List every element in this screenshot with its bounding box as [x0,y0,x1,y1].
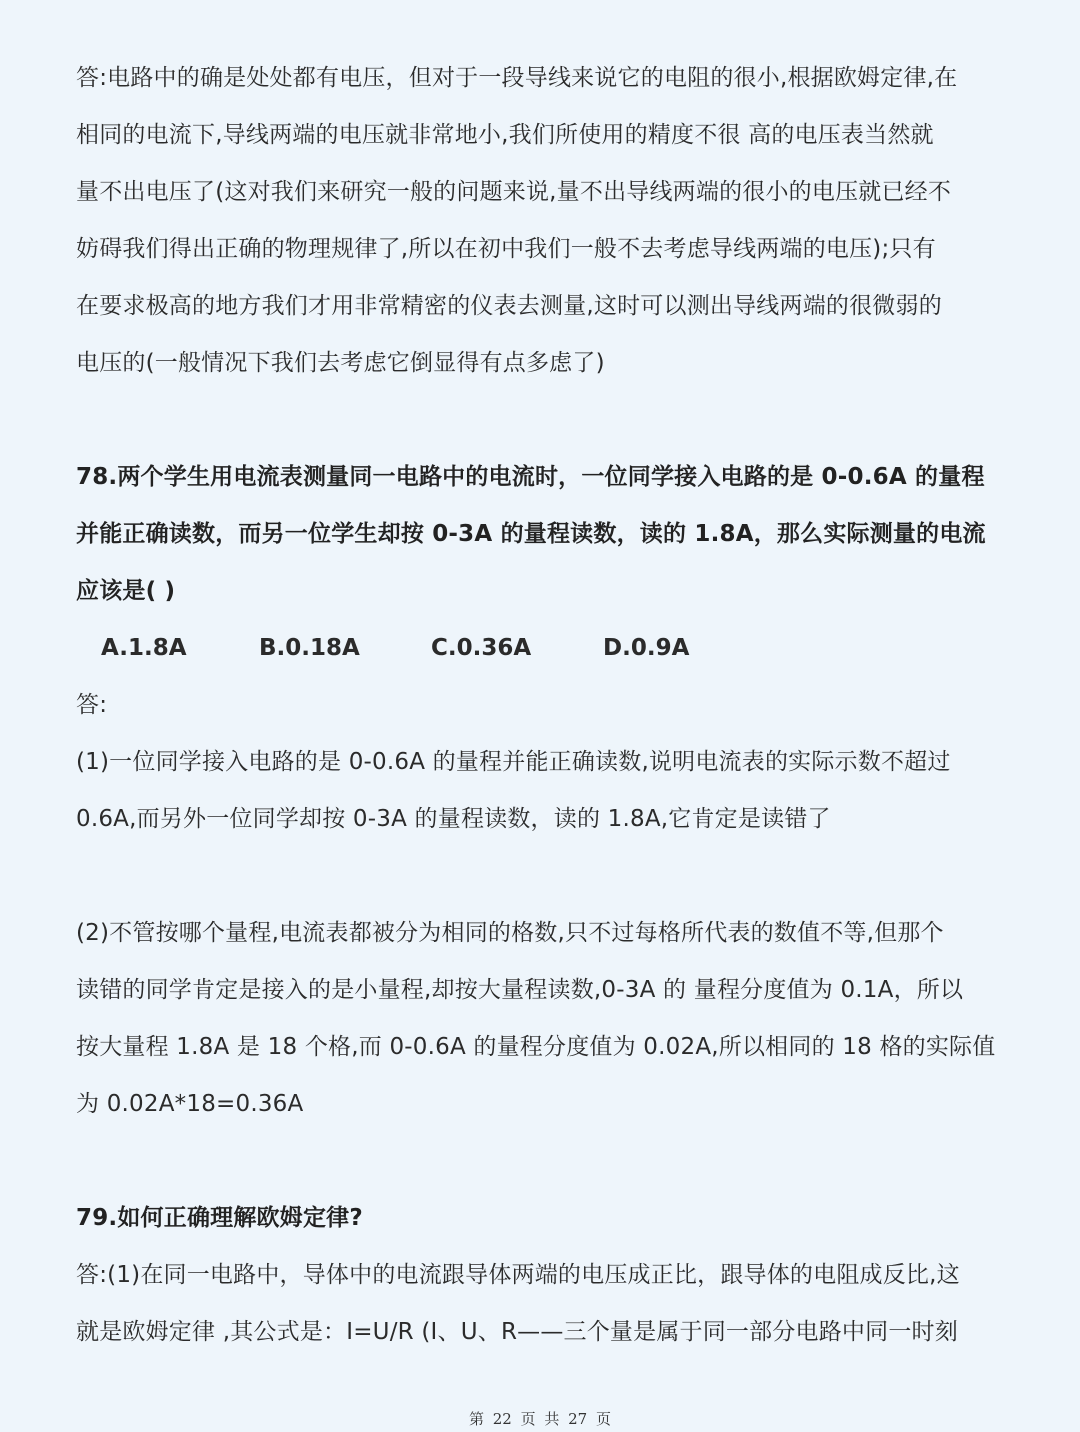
paragraph-line: 相同的电流下,导线两端的电压就非常地小,我们所使用的精度不很 高的电压表当然就 [76,122,934,148]
paragraph-line: 为 0.02A*18=0.36A [76,1091,304,1117]
question-78 [76,449,1006,1133]
question-79 [76,1190,1006,1361]
paragraph-line: 妨碍我们得出正确的物理规律了,所以在初中我们一般不去考虑导线两端的电压);只有 [76,236,936,262]
page-number-footer: 第 22 页 共 27 页 [468,1410,611,1428]
spacer [76,848,1006,905]
paragraph-line: 按大量程 1.8A 是 18 个格,而 0-0.6A 的量程分度值为 0.02A,所以相同的 18 格的实际值 [76,1034,996,1060]
document-page [76,50,1006,1361]
paragraph-line: 答:电路中的确是处处都有电压，但对于一段导线来说它的电阻的很小,根据欧姆定律,在 [76,65,958,91]
paragraph-line: 读错的同学肯定是接入的是小量程,却按大量程读数,0-3A 的 量程分度值为 0.1A，所以 [76,977,964,1003]
paragraph-line: 就是欧姆定律 ,其公式是：I=U/R (I、U、R——三个量是属于同一部分电路中同一时刻 [76,1319,958,1345]
question-line: 并能正确读数，而另一位学生却按 0-3A 的量程读数，读的 1.8A，那么实际测量的电流 [76,521,986,547]
answer-77 [76,50,1006,392]
spacer [76,1133,1006,1190]
option-b: B.0.18A [259,635,360,661]
answer-label: 答: [76,692,108,718]
answer-options [76,620,1006,677]
paragraph-line: 0.6A,而另外一位同学却按 0-3A 的量程读数，读的 1.8A,它肯定是读错了 [76,806,831,832]
paragraph-line: 量不出电压了(这对我们来研究一般的问题来说,量不出导线两端的很小的电压就已经不 [76,179,952,205]
paragraph-line: 电压的(一般情况下我们去考虑它倒显得有点多虑了) [76,350,605,376]
option-d: D.0.9A [603,635,690,661]
paragraph-line: 在要求极高的地方我们才用非常精密的仪表去测量,这时可以测出导线两端的很微弱的 [76,293,942,319]
option-a: A.1.8A [101,635,187,661]
question-line: 78.两个学生用电流表测量同一电路中的电流时，一位同学接入电路的是 0-0.6A 的量程 [76,464,985,490]
question-line: 应该是( ) [76,578,176,604]
spacer [76,392,1006,449]
paragraph-line: 答:(1)在同一电路中，导体中的电流跟导体两端的电压成正比，跟导体的电阻成反比,这 [76,1262,960,1288]
option-c: C.0.36A [431,635,532,661]
paragraph-line: (1)一位同学接入电路的是 0-0.6A 的量程并能正确读数,说明电流表的实际示数不超过 [76,749,951,775]
question-title: 79.如何正确理解欧姆定律? [76,1205,363,1231]
paragraph-line: (2)不管按哪个量程,电流表都被分为相同的格数,只不过每格所代表的数值不等,但那个 [76,920,944,946]
